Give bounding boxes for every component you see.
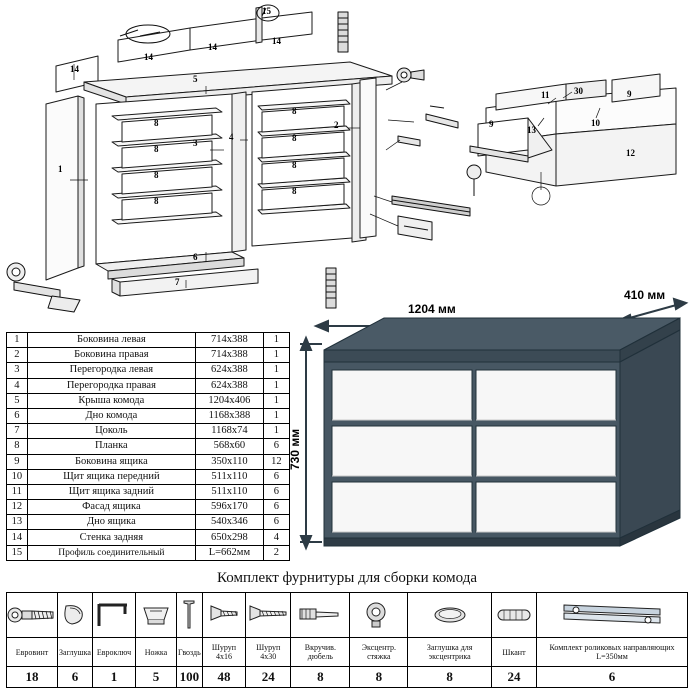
part-size: 568х60 bbox=[196, 439, 264, 454]
part-size: 350х110 bbox=[196, 454, 264, 469]
slide-rail-icon bbox=[560, 599, 664, 631]
callout-1: 1 bbox=[58, 164, 63, 174]
kit-cell-cap bbox=[58, 593, 93, 638]
kit-icons-row bbox=[7, 593, 688, 638]
callout-8e: 8 bbox=[292, 106, 297, 116]
part-qty: 1 bbox=[263, 333, 289, 348]
part-number: 14 bbox=[7, 530, 28, 545]
callout-8b: 8 bbox=[154, 144, 159, 154]
kit-cell-leg bbox=[136, 593, 177, 638]
table-row bbox=[7, 408, 290, 423]
part-name: Щит ящика задний bbox=[27, 484, 195, 499]
kit-name-10: Шкант bbox=[492, 638, 537, 667]
callout-4: 4 bbox=[229, 132, 234, 142]
part-size: 511х110 bbox=[196, 469, 264, 484]
screw-4x30-icon bbox=[246, 601, 290, 629]
part-name: Фасад ящика bbox=[27, 500, 195, 515]
height-dimension-label: 730 мм bbox=[288, 428, 302, 470]
part-size: L=662мм bbox=[196, 545, 264, 560]
nail-icon bbox=[182, 598, 196, 632]
part-number: 12 bbox=[7, 500, 28, 515]
callout-14c: 14 bbox=[208, 42, 217, 52]
kit-qty-2: 1 bbox=[93, 667, 136, 688]
part-name: Крыша комода bbox=[27, 393, 195, 408]
part-name: Планка bbox=[27, 439, 195, 454]
table-row bbox=[7, 469, 290, 484]
kit-qty-3: 5 bbox=[136, 667, 177, 688]
part-qty: 2 bbox=[263, 545, 289, 560]
kit-name-0: Еврoвинт bbox=[7, 638, 58, 667]
kit-name-5: Шуруп 4х16 bbox=[202, 638, 245, 667]
part-size: 1204х406 bbox=[196, 393, 264, 408]
kit-qty-5: 48 bbox=[202, 667, 245, 688]
kit-qty-row bbox=[7, 667, 688, 688]
part-size: 714х388 bbox=[196, 333, 264, 348]
kit-name-3: Ножка bbox=[136, 638, 177, 667]
callout-9b: 9 bbox=[627, 89, 632, 99]
part-size: 511х110 bbox=[196, 484, 264, 499]
table-row bbox=[7, 424, 290, 439]
depth-dimension-label: 410 мм bbox=[624, 288, 666, 302]
parts-table-body bbox=[7, 333, 290, 561]
chest-render-svg bbox=[288, 288, 694, 568]
kit-cell-nail bbox=[177, 593, 203, 638]
part-size: 624х388 bbox=[196, 363, 264, 378]
kit-cell-dowel bbox=[492, 593, 537, 638]
part-number: 15 bbox=[7, 545, 28, 560]
table-row bbox=[7, 439, 290, 454]
part-number: 6 bbox=[7, 408, 28, 423]
callout-8c: 8 bbox=[154, 170, 159, 180]
callout-8h: 8 bbox=[292, 186, 297, 196]
width-dimension-label: 1204 мм bbox=[408, 302, 456, 316]
kit-cell-euroscrew bbox=[7, 593, 58, 638]
table-row bbox=[7, 500, 290, 515]
kit-names-row bbox=[7, 638, 688, 667]
kit-cell-screw-4x30 bbox=[246, 593, 291, 638]
part-qty: 1 bbox=[263, 393, 289, 408]
kit-qty-1: 6 bbox=[58, 667, 93, 688]
part-number: 9 bbox=[7, 454, 28, 469]
kit-cell-screwdriver bbox=[291, 593, 350, 638]
kit-cell-slide-rail bbox=[537, 593, 688, 638]
part-qty: 1 bbox=[263, 363, 289, 378]
part-size: 1168х388 bbox=[196, 408, 264, 423]
kit-name-6: Шуруп 4х30 bbox=[246, 638, 291, 667]
callout-2: 2 bbox=[334, 120, 339, 130]
kit-qty-9: 8 bbox=[408, 667, 492, 688]
part-qty: 6 bbox=[263, 484, 289, 499]
table-row bbox=[7, 454, 290, 469]
callout-14b: 14 bbox=[144, 52, 153, 62]
part-name: Стенка задняя bbox=[27, 530, 195, 545]
callout-8f: 8 bbox=[292, 133, 297, 143]
callout-14d: 14 bbox=[272, 36, 281, 46]
kit-qty-11: 6 bbox=[537, 667, 688, 688]
screw-4x16-icon bbox=[207, 601, 241, 629]
part-qty: 1 bbox=[263, 378, 289, 393]
callout-7: 7 bbox=[175, 277, 180, 287]
part-size: 540х346 bbox=[196, 515, 264, 530]
part-size: 1168х74 bbox=[196, 424, 264, 439]
part-name: Щит ящика передний bbox=[27, 469, 195, 484]
cam-cap-icon bbox=[430, 603, 470, 627]
part-size: 714х388 bbox=[196, 348, 264, 363]
eurokey-icon bbox=[93, 600, 135, 630]
part-name: Перегородка левая bbox=[27, 363, 195, 378]
table-row bbox=[7, 545, 290, 560]
part-qty: 12 bbox=[263, 454, 289, 469]
table-row bbox=[7, 393, 290, 408]
kit-cell-eurokey bbox=[93, 593, 136, 638]
table-row bbox=[7, 333, 290, 348]
callout-3: 3 bbox=[193, 138, 198, 148]
part-qty: 6 bbox=[263, 515, 289, 530]
chest-render bbox=[288, 288, 694, 568]
part-name: Дно комода bbox=[27, 408, 195, 423]
callout-10: 10 bbox=[591, 118, 600, 128]
table-row bbox=[7, 484, 290, 499]
part-number: 3 bbox=[7, 363, 28, 378]
part-number: 1 bbox=[7, 333, 28, 348]
kit-qty-6: 24 bbox=[246, 667, 291, 688]
part-number: 8 bbox=[7, 439, 28, 454]
table-row bbox=[7, 363, 290, 378]
callout-15: 15 bbox=[262, 6, 271, 16]
kit-name-9: Заглушка для эксцентрика bbox=[408, 638, 492, 667]
part-qty: 1 bbox=[263, 408, 289, 423]
part-number: 4 bbox=[7, 378, 28, 393]
part-number: 5 bbox=[7, 393, 28, 408]
table-row bbox=[7, 515, 290, 530]
part-number: 10 bbox=[7, 469, 28, 484]
kit-cell-screw-4x16 bbox=[202, 593, 245, 638]
table-row bbox=[7, 378, 290, 393]
callout-9a: 9 bbox=[489, 119, 494, 129]
part-size: 624х388 bbox=[196, 378, 264, 393]
kit-name-4: Гвоздь bbox=[177, 638, 203, 667]
kit-qty-8: 8 bbox=[350, 667, 408, 688]
callout-8g: 8 bbox=[292, 160, 297, 170]
leg-icon bbox=[136, 602, 176, 628]
part-number: 7 bbox=[7, 424, 28, 439]
part-qty: 6 bbox=[263, 439, 289, 454]
cap-icon bbox=[58, 602, 92, 628]
part-number: 11 bbox=[7, 484, 28, 499]
part-qty: 4 bbox=[263, 530, 289, 545]
kit-qty-7: 8 bbox=[291, 667, 350, 688]
table-row bbox=[7, 348, 290, 363]
exploded-diagram bbox=[0, 0, 694, 320]
callout-13: 13 bbox=[527, 125, 536, 135]
part-name: Дно ящика bbox=[27, 515, 195, 530]
kit-cell-cam-cap bbox=[408, 593, 492, 638]
callout-6: 6 bbox=[193, 252, 198, 262]
kit-name-2: Еврoключ bbox=[93, 638, 136, 667]
callout-11: 11 bbox=[541, 90, 550, 100]
part-qty: 6 bbox=[263, 500, 289, 515]
part-name: Боковина правая bbox=[27, 348, 195, 363]
fittings-kit-table bbox=[6, 592, 688, 688]
part-qty: 6 bbox=[263, 469, 289, 484]
callout-30: 30 bbox=[574, 86, 583, 96]
part-size: 596х170 bbox=[196, 500, 264, 515]
kit-name-1: Заглушка bbox=[58, 638, 93, 667]
part-qty: 1 bbox=[263, 424, 289, 439]
callout-5: 5 bbox=[193, 74, 198, 84]
table-row bbox=[7, 530, 290, 545]
part-number: 2 bbox=[7, 348, 28, 363]
part-size: 650х298 bbox=[196, 530, 264, 545]
callout-8a: 8 bbox=[154, 118, 159, 128]
euroscrew-icon bbox=[7, 602, 57, 628]
kit-qty-10: 24 bbox=[492, 667, 537, 688]
kit-name-7: Вкручив. дюбель bbox=[291, 638, 350, 667]
cam-lock-icon bbox=[362, 600, 396, 630]
part-name: Боковина левая bbox=[27, 333, 195, 348]
part-number: 13 bbox=[7, 515, 28, 530]
callout-14a: 14 bbox=[70, 64, 79, 74]
callout-12: 12 bbox=[626, 148, 635, 158]
dowel-icon bbox=[492, 604, 536, 626]
kit-cell-cam-lock bbox=[350, 593, 408, 638]
kit-qty-0: 18 bbox=[7, 667, 58, 688]
exploded-diagram-svg bbox=[0, 0, 694, 320]
callout-8d: 8 bbox=[154, 196, 159, 206]
part-qty: 1 bbox=[263, 348, 289, 363]
part-name: Цоколь bbox=[27, 424, 195, 439]
kit-title: Комплект фурнитуры для сборки комода bbox=[216, 570, 477, 586]
kit-name-8: Эксцентр. стяжка bbox=[350, 638, 408, 667]
parts-table bbox=[6, 332, 290, 561]
part-name: Перегородка правая bbox=[27, 378, 195, 393]
part-name: Профиль соединительный bbox=[27, 545, 195, 560]
kit-name-11: Комплект роликовых направляющих L=350мм bbox=[537, 638, 688, 667]
part-name: Боковина ящика bbox=[27, 454, 195, 469]
screwdriver-icon bbox=[296, 601, 344, 629]
kit-qty-4: 100 bbox=[177, 667, 203, 688]
